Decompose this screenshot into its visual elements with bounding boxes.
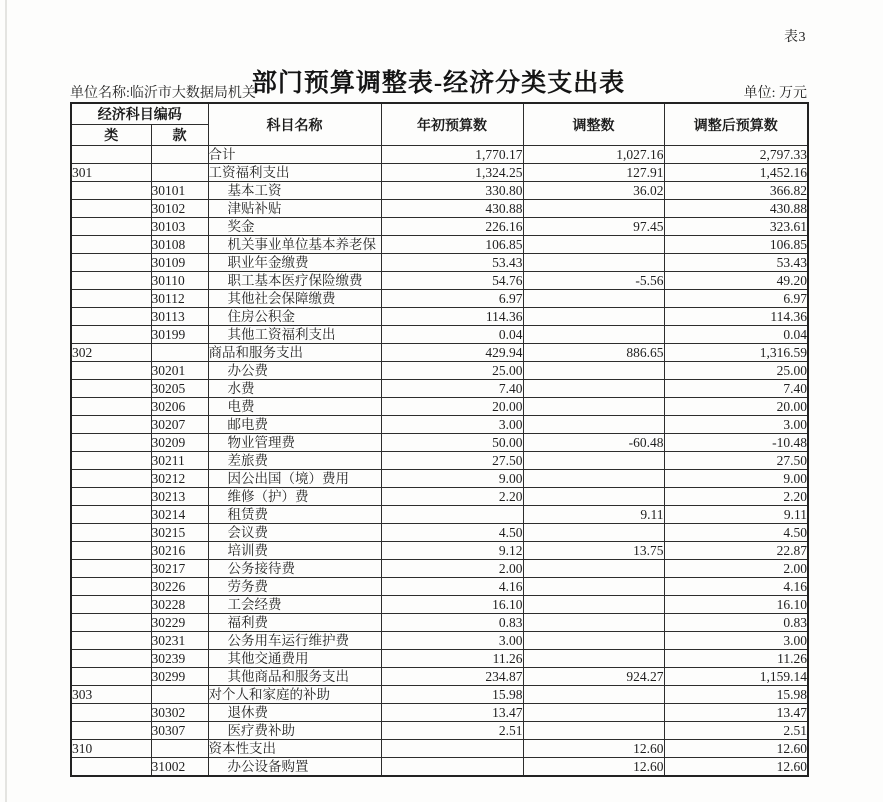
adjustment-cell: 127.91: [523, 164, 664, 182]
initial-budget-cell: 4.16: [381, 578, 523, 596]
code-item-cell: 30110: [151, 272, 208, 290]
code-class-cell: [71, 668, 151, 686]
code-item-cell: 30216: [151, 542, 208, 560]
initial-budget-cell: 2.20: [381, 488, 523, 506]
adjustment-cell: [523, 560, 664, 578]
code-item-cell: 30206: [151, 398, 208, 416]
adjusted-budget-cell: 12.60: [664, 740, 808, 758]
code-class-cell: [71, 722, 151, 740]
adjusted-budget-cell: 9.11: [664, 506, 808, 524]
header-adjustment: 调整数: [523, 103, 664, 146]
subject-cell: 机关事业单位基本养老保: [208, 236, 381, 254]
table-body: [71, 146, 808, 777]
code-item-cell: 30211: [151, 452, 208, 470]
adjusted-budget-cell: 2.51: [664, 722, 808, 740]
adjusted-budget-cell: 366.82: [664, 182, 808, 200]
adjustment-cell: [523, 452, 664, 470]
code-item-cell: 30229: [151, 614, 208, 632]
adjusted-budget-cell: 0.83: [664, 614, 808, 632]
code-item-cell: 30214: [151, 506, 208, 524]
table-row: [71, 524, 808, 542]
initial-budget-cell: 330.80: [381, 182, 523, 200]
subject-cell: 差旅费: [208, 452, 381, 470]
adjusted-budget-cell: 1,159.14: [664, 668, 808, 686]
initial-budget-cell: 2.00: [381, 560, 523, 578]
adjustment-cell: 12.60: [523, 758, 664, 777]
initial-budget-cell: 106.85: [381, 236, 523, 254]
table-row: [71, 704, 808, 722]
subject-cell: 租赁费: [208, 506, 381, 524]
table-row: [71, 218, 808, 236]
table-row: [71, 344, 808, 362]
code-class-cell: [71, 560, 151, 578]
unit-measure-label: 单位: 万元: [743, 86, 807, 101]
adjustment-cell: [523, 614, 664, 632]
adjustment-cell: 12.60: [523, 740, 664, 758]
initial-budget-cell: 27.50: [381, 452, 523, 470]
initial-budget-cell: 3.00: [381, 416, 523, 434]
subject-cell: 其他社会保障缴费: [208, 290, 381, 308]
initial-budget-cell: [381, 758, 523, 777]
adjustment-cell: 924.27: [523, 668, 664, 686]
header-code-class: 类: [71, 125, 151, 146]
code-item-cell: 30199: [151, 326, 208, 344]
code-item-cell: [151, 164, 208, 182]
subject-cell: 基本工资: [208, 182, 381, 200]
table-row: [71, 362, 808, 380]
adjustment-cell: [523, 632, 664, 650]
code-item-cell: 30113: [151, 308, 208, 326]
initial-budget-cell: 13.47: [381, 704, 523, 722]
adjusted-budget-cell: 7.40: [664, 380, 808, 398]
adjustment-cell: 13.75: [523, 542, 664, 560]
subject-cell: 其他商品和服务支出: [208, 668, 381, 686]
table-row: [71, 758, 808, 777]
initial-budget-cell: 114.36: [381, 308, 523, 326]
header-code-item: 款: [151, 125, 208, 146]
table-row: [71, 290, 808, 308]
table-row: [71, 308, 808, 326]
initial-budget-cell: 1,324.25: [381, 164, 523, 182]
initial-budget-cell: [381, 506, 523, 524]
table-row: [71, 488, 808, 506]
initial-budget-cell: 25.00: [381, 362, 523, 380]
code-class-cell: [71, 182, 151, 200]
table-row: [71, 398, 808, 416]
subject-cell: 邮电费: [208, 416, 381, 434]
code-item-cell: 30212: [151, 470, 208, 488]
subject-cell: 对个人和家庭的补助: [208, 686, 381, 704]
code-item-cell: [151, 686, 208, 704]
table-row: [71, 560, 808, 578]
subject-cell: 公务用车运行维护费: [208, 632, 381, 650]
code-class-cell: [71, 272, 151, 290]
table-row: [71, 200, 808, 218]
subject-cell: 医疗费补助: [208, 722, 381, 740]
adjusted-budget-cell: 27.50: [664, 452, 808, 470]
adjustment-cell: [523, 722, 664, 740]
adjustment-cell: 886.65: [523, 344, 664, 362]
adjusted-budget-cell: 16.10: [664, 596, 808, 614]
initial-budget-cell: 11.26: [381, 650, 523, 668]
adjusted-budget-cell: 2.20: [664, 488, 808, 506]
code-class-cell: [71, 470, 151, 488]
adjusted-budget-cell: 4.16: [664, 578, 808, 596]
adjustment-cell: [523, 380, 664, 398]
table-row: [71, 146, 808, 164]
subject-cell: 合计: [208, 146, 381, 164]
meta-row: [70, 82, 807, 102]
code-item-cell: 30307: [151, 722, 208, 740]
adjustment-cell: 36.02: [523, 182, 664, 200]
adjusted-budget-cell: 20.00: [664, 398, 808, 416]
table-row: [71, 506, 808, 524]
table-row: [71, 686, 808, 704]
subject-cell: 其他工资福利支出: [208, 326, 381, 344]
code-item-cell: 30302: [151, 704, 208, 722]
subject-cell: 住房公积金: [208, 308, 381, 326]
table-row: [71, 452, 808, 470]
initial-budget-cell: 0.83: [381, 614, 523, 632]
subject-cell: 奖金: [208, 218, 381, 236]
header-subject: 科目名称: [208, 103, 381, 146]
adjusted-budget-cell: 114.36: [664, 308, 808, 326]
code-class-cell: [71, 632, 151, 650]
subject-cell: 资本性支出: [208, 740, 381, 758]
adjusted-budget-cell: 53.43: [664, 254, 808, 272]
adjustment-cell: [523, 362, 664, 380]
table-row: [71, 236, 808, 254]
adjusted-budget-cell: 1,452.16: [664, 164, 808, 182]
table-row: [71, 542, 808, 560]
adjusted-budget-cell: 15.98: [664, 686, 808, 704]
code-class-cell: 302: [71, 344, 151, 362]
table-row: [71, 632, 808, 650]
adjustment-cell: [523, 416, 664, 434]
initial-budget-cell: 20.00: [381, 398, 523, 416]
header-adjusted-budget: 调整后预算数: [664, 103, 808, 146]
code-item-cell: 30299: [151, 668, 208, 686]
adjustment-cell: -5.56: [523, 272, 664, 290]
adjustment-cell: 1,027.16: [523, 146, 664, 164]
adjusted-budget-cell: 430.88: [664, 200, 808, 218]
code-item-cell: 30102: [151, 200, 208, 218]
subject-cell: 职工基本医疗保险缴费: [208, 272, 381, 290]
table-row: [71, 164, 808, 182]
table-row: [71, 722, 808, 740]
subject-cell: 培训费: [208, 542, 381, 560]
table-row: [71, 416, 808, 434]
code-class-cell: 303: [71, 686, 151, 704]
table-row: [71, 578, 808, 596]
code-class-cell: [71, 218, 151, 236]
adjusted-budget-cell: 323.61: [664, 218, 808, 236]
initial-budget-cell: 429.94: [381, 344, 523, 362]
initial-budget-cell: 50.00: [381, 434, 523, 452]
initial-budget-cell: 9.12: [381, 542, 523, 560]
code-class-cell: [71, 452, 151, 470]
code-class-cell: [71, 290, 151, 308]
table-row: [71, 326, 808, 344]
adjustment-cell: [523, 470, 664, 488]
header-initial-budget: 年初预算数: [381, 103, 523, 146]
subject-cell: 电费: [208, 398, 381, 416]
adjusted-budget-cell: 106.85: [664, 236, 808, 254]
code-item-cell: 30103: [151, 218, 208, 236]
subject-cell: 退休费: [208, 704, 381, 722]
code-class-cell: [71, 596, 151, 614]
code-item-cell: 30228: [151, 596, 208, 614]
initial-budget-cell: 9.00: [381, 470, 523, 488]
code-class-cell: [71, 362, 151, 380]
code-item-cell: 30101: [151, 182, 208, 200]
subject-cell: 物业管理费: [208, 434, 381, 452]
subject-cell: 福利费: [208, 614, 381, 632]
code-class-cell: 310: [71, 740, 151, 758]
code-class-cell: [71, 704, 151, 722]
adjusted-budget-cell: -10.48: [664, 434, 808, 452]
initial-budget-cell: 3.00: [381, 632, 523, 650]
code-item-cell: [151, 146, 208, 164]
adjustment-cell: [523, 578, 664, 596]
adjustment-cell: [523, 686, 664, 704]
table-header: [71, 103, 808, 146]
adjustment-cell: [523, 524, 664, 542]
code-item-cell: 30215: [151, 524, 208, 542]
code-item-cell: [151, 740, 208, 758]
adjustment-cell: [523, 398, 664, 416]
adjustment-cell: [523, 236, 664, 254]
adjusted-budget-cell: 11.26: [664, 650, 808, 668]
page-title: 部门预算调整表-经济分类支出表: [251, 69, 626, 97]
code-item-cell: 30112: [151, 290, 208, 308]
code-item-cell: 30226: [151, 578, 208, 596]
code-class-cell: [71, 542, 151, 560]
code-class-cell: [71, 434, 151, 452]
adjustment-cell: [523, 596, 664, 614]
subject-cell: 因公出国（境）费用: [208, 470, 381, 488]
code-class-cell: [71, 416, 151, 434]
code-item-cell: 30217: [151, 560, 208, 578]
subject-cell: 商品和服务支出: [208, 344, 381, 362]
code-class-cell: [71, 524, 151, 542]
table-row: [71, 434, 808, 452]
adjustment-cell: [523, 254, 664, 272]
initial-budget-cell: 1,770.17: [381, 146, 523, 164]
initial-budget-cell: 226.16: [381, 218, 523, 236]
adjustment-cell: [523, 200, 664, 218]
adjusted-budget-cell: 9.00: [664, 470, 808, 488]
adjusted-budget-cell: 2.00: [664, 560, 808, 578]
code-item-cell: 30231: [151, 632, 208, 650]
subject-cell: 公务接待费: [208, 560, 381, 578]
code-item-cell: [151, 344, 208, 362]
code-class-cell: 301: [71, 164, 151, 182]
code-class-cell: [71, 326, 151, 344]
adjustment-cell: [523, 290, 664, 308]
code-item-cell: 30213: [151, 488, 208, 506]
subject-cell: 水费: [208, 380, 381, 398]
code-class-cell: [71, 146, 151, 164]
initial-budget-cell: 430.88: [381, 200, 523, 218]
adjusted-budget-cell: 25.00: [664, 362, 808, 380]
initial-budget-cell: 7.40: [381, 380, 523, 398]
initial-budget-cell: 54.76: [381, 272, 523, 290]
subject-cell: 会议费: [208, 524, 381, 542]
adjustment-cell: 97.45: [523, 218, 664, 236]
adjusted-budget-cell: 13.47: [664, 704, 808, 722]
adjusted-budget-cell: 3.00: [664, 632, 808, 650]
code-item-cell: 30209: [151, 434, 208, 452]
adjustment-cell: [523, 488, 664, 506]
adjusted-budget-cell: 12.60: [664, 758, 808, 777]
table-row: [71, 380, 808, 398]
code-item-cell: 30109: [151, 254, 208, 272]
table-row: [71, 614, 808, 632]
initial-budget-cell: 53.43: [381, 254, 523, 272]
table-number-tag: 表3: [784, 30, 806, 45]
code-class-cell: [71, 650, 151, 668]
adjusted-budget-cell: 49.20: [664, 272, 808, 290]
adjusted-budget-cell: 1,316.59: [664, 344, 808, 362]
table-row: [71, 182, 808, 200]
table-row: [71, 668, 808, 686]
code-class-cell: [71, 254, 151, 272]
adjustment-cell: [523, 308, 664, 326]
subject-cell: 其他交通费用: [208, 650, 381, 668]
code-item-cell: 30207: [151, 416, 208, 434]
initial-budget-cell: [381, 740, 523, 758]
table-row: [71, 254, 808, 272]
subject-cell: 工资福利支出: [208, 164, 381, 182]
code-class-cell: [71, 200, 151, 218]
adjusted-budget-cell: 0.04: [664, 326, 808, 344]
adjusted-budget-cell: 22.87: [664, 542, 808, 560]
adjustment-cell: [523, 326, 664, 344]
subject-cell: 办公设备购置: [208, 758, 381, 777]
code-item-cell: 30205: [151, 380, 208, 398]
initial-budget-cell: 15.98: [381, 686, 523, 704]
header-code-group: 经济科目编码: [71, 103, 208, 125]
initial-budget-cell: 234.87: [381, 668, 523, 686]
adjusted-budget-cell: 2,797.33: [664, 146, 808, 164]
code-class-cell: [71, 236, 151, 254]
subject-cell: 劳务费: [208, 578, 381, 596]
code-item-cell: 30201: [151, 362, 208, 380]
initial-budget-cell: 0.04: [381, 326, 523, 344]
adjusted-budget-cell: 3.00: [664, 416, 808, 434]
code-item-cell: 30108: [151, 236, 208, 254]
subject-cell: 维修（护）费: [208, 488, 381, 506]
code-class-cell: [71, 614, 151, 632]
code-item-cell: 30239: [151, 650, 208, 668]
table-row: [71, 650, 808, 668]
table-row: [71, 740, 808, 758]
initial-budget-cell: 6.97: [381, 290, 523, 308]
subject-cell: 办公费: [208, 362, 381, 380]
code-class-cell: [71, 398, 151, 416]
adjustment-cell: 9.11: [523, 506, 664, 524]
code-class-cell: [71, 488, 151, 506]
code-class-cell: [71, 308, 151, 326]
code-item-cell: 31002: [151, 758, 208, 777]
budget-table: [70, 102, 809, 777]
adjustment-cell: -60.48: [523, 434, 664, 452]
scan-edge-artifact: [5, 0, 7, 802]
code-class-cell: [71, 578, 151, 596]
subject-cell: 职业年金缴费: [208, 254, 381, 272]
code-class-cell: [71, 380, 151, 398]
subject-cell: 津贴补贴: [208, 200, 381, 218]
table-row: [71, 470, 808, 488]
initial-budget-cell: 4.50: [381, 524, 523, 542]
unit-name-label: 单位名称:临沂市大数据局机关: [70, 86, 256, 101]
adjusted-budget-cell: 6.97: [664, 290, 808, 308]
table-row: [71, 596, 808, 614]
adjustment-cell: [523, 650, 664, 668]
initial-budget-cell: 16.10: [381, 596, 523, 614]
subject-cell: 工会经费: [208, 596, 381, 614]
code-class-cell: [71, 758, 151, 777]
table-row: [71, 272, 808, 290]
adjustment-cell: [523, 704, 664, 722]
initial-budget-cell: 2.51: [381, 722, 523, 740]
adjusted-budget-cell: 4.50: [664, 524, 808, 542]
code-class-cell: [71, 506, 151, 524]
